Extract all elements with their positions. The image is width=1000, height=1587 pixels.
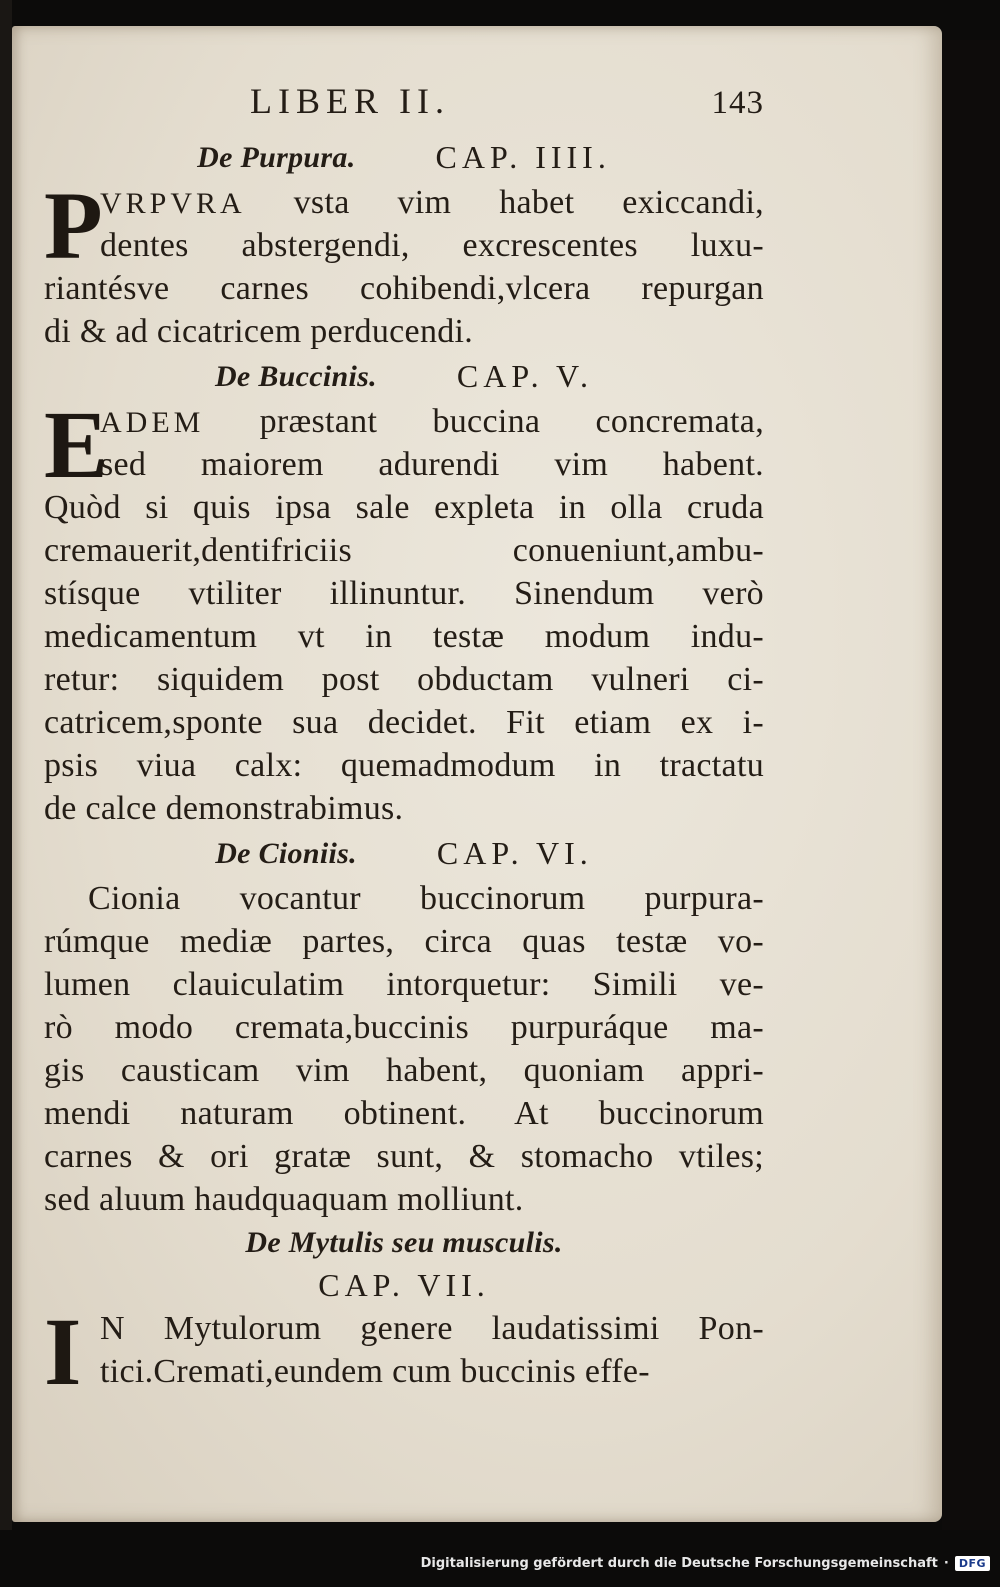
text-line: stísque vtiliter illinuntur. Sinendum verò: [44, 575, 764, 612]
text-line: psis viua calx: quemadmodum in tractatu: [44, 747, 764, 784]
text-line: retur: siquidem post obductam vulneri ci-: [44, 661, 764, 698]
text-line: rò modo cremata,buccinis purpuráque ma-: [44, 1009, 764, 1046]
chapter-6-text: [44, 877, 764, 1221]
text-line: VRPVRA vsta vim habet exiccandi,: [100, 184, 764, 221]
chapter-7-text: [44, 1298, 764, 1405]
text-line: riantésve carnes cohibendi,vlcera repurgan: [44, 270, 764, 307]
chapter-heading-6: [44, 832, 764, 875]
chapter-heading-4: [44, 136, 764, 179]
chapter-title: De Cioniis.: [215, 837, 357, 870]
chapter-number: CAP. VI.: [436, 835, 593, 871]
text-line: dentes abstergendi, excrescentes luxu-: [100, 227, 764, 264]
text-line: di & ad cicatricem perducendi.: [44, 313, 474, 350]
chapter-title: De Buccinis.: [214, 360, 377, 393]
drop-cap: E: [44, 391, 109, 498]
dfg-logo: DFG: [955, 1556, 990, 1571]
text-line: cremauerit,dentifriciis conueniunt,ambu-: [44, 532, 764, 569]
chapter-4-text: [44, 172, 764, 353]
text-line: mendi naturam obtinent. At buccinorum: [44, 1095, 764, 1132]
text-line: tici.Cremati,eundem cum buccinis effe-: [100, 1353, 650, 1390]
lead-word: ADEM: [100, 406, 205, 439]
running-title: LIBER II.: [250, 81, 450, 121]
chapter-number: CAP. IIII.: [435, 139, 611, 175]
text-line: carnes & ori gratæ sunt, & stomacho vtiles;: [44, 1138, 764, 1175]
chapter-heading-5: [44, 355, 764, 398]
drop-cap: P: [44, 172, 103, 279]
chapter-number: CAP. V.: [456, 358, 594, 394]
text-line: sed aluum haudquaquam molliunt.: [44, 1181, 524, 1218]
running-header: [44, 80, 764, 124]
text-line: medicamentum vt in testæ modum indu-: [44, 618, 764, 655]
credit-text: Digitalisierung gefördert durch die Deutsche Forschungsgemeinschaft: [420, 1555, 938, 1571]
text-line: rúmque mediæ partes, circa quas testæ vo-: [44, 923, 764, 960]
scan-left-edge: [0, 0, 12, 1530]
text-line: Quòd si quis ipsa sale expleta in olla cruda: [44, 489, 764, 526]
scan-right-edge: [942, 40, 1000, 1530]
drop-cap: I: [44, 1298, 82, 1405]
text-line: gis causticam vim habent, quoniam appri-: [44, 1052, 764, 1089]
chapter-number: CAP. VII.: [318, 1267, 490, 1303]
chapter-title: De Mytulis seu musculis.: [245, 1226, 563, 1259]
text-line: lumen clauiculatim intorquetur: Simili ve-: [44, 966, 764, 1003]
text-line: catricem,sponte sua decidet. Fit etiam ex i-: [44, 704, 764, 741]
text-line: ADEM præstant buccina concremata,: [100, 403, 764, 440]
text-line: N Mytulorum genere laudatissimi Pon-: [100, 1310, 764, 1347]
lead-word: VRPVRA: [100, 187, 246, 220]
text-line: de calce demonstrabimus.: [44, 790, 404, 827]
page-text: [44, 80, 764, 1405]
chapter-5-text: [44, 391, 764, 830]
chapter-title: De Purpura.: [197, 141, 356, 174]
text-line: sed maiorem adurendi vim habent.: [100, 446, 764, 483]
chapter-heading-7: [44, 1221, 764, 1307]
page-number: 143: [711, 85, 764, 121]
text-line: Cionia vocantur buccinorum purpura-: [88, 880, 764, 917]
digitization-credit: Digitalisierung gefördert durch die Deutsche Forschungsgemeinschaft · DFG: [421, 1551, 990, 1575]
